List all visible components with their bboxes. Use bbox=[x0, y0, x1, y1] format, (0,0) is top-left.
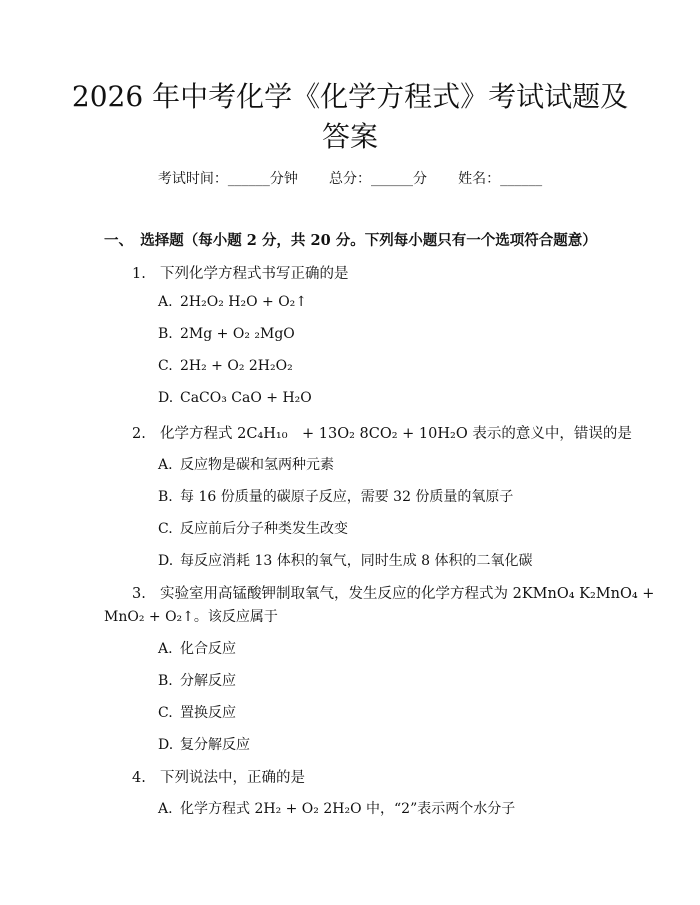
question-3-continuation: MnO₂ + O₂↑。该反应属于 bbox=[104, 609, 278, 625]
question-number: 2. bbox=[132, 426, 146, 442]
option-3b: B. 分解反应 bbox=[158, 673, 236, 689]
question-number: 1. bbox=[132, 266, 146, 282]
question-text: 实验室用高锰酸钾制取氧气，发生反应的化学方程式为 2KMnO₄ K₂MnO₄ + bbox=[160, 586, 655, 602]
question-3 bbox=[132, 582, 654, 603]
exam-time-field: 考试时间：______分钟 bbox=[157, 171, 298, 187]
option-4a: A. 化学方程式 2H₂ + O₂ 2H₂O 中，“2”表示两个水分子 bbox=[158, 801, 516, 817]
option-2b: B. 每 16 份质量的碳原子反应，需要 32 份质量的氧原子 bbox=[158, 489, 514, 505]
option-2c: C. 反应前后分子种类发生改变 bbox=[158, 521, 348, 537]
question-text: 下列说法中，正确的是 bbox=[160, 770, 305, 786]
question-4 bbox=[132, 766, 305, 787]
section-heading: 一、 选择题（每小题 2 分，共 20 分。下列每小题只有一个选项符合题意） bbox=[104, 232, 597, 249]
option-3d: D. 复分解反应 bbox=[158, 737, 250, 753]
exam-title-line-1: 2026 年中考化学《化学方程式》考试试题及 bbox=[71, 80, 629, 113]
option-3c: C. 置换反应 bbox=[158, 705, 236, 721]
option-1c: C. 2H₂ + O₂ 2H₂O₂ bbox=[158, 358, 293, 374]
exam-title-line-2: 答案 bbox=[321, 120, 378, 153]
question-2 bbox=[132, 422, 632, 443]
total-score-field: 总分：______分 bbox=[329, 171, 427, 187]
question-text: 下列化学方程式书写正确的是 bbox=[160, 266, 349, 282]
student-name-field: 姓名：______ bbox=[458, 171, 543, 187]
question-number: 4. bbox=[132, 770, 146, 786]
option-2a: A. 反应物是碳和氢两种元素 bbox=[158, 457, 334, 473]
question-number: 3. bbox=[132, 586, 146, 602]
option-1b: B. 2Mg + O₂ ₂MgO bbox=[158, 326, 295, 342]
question-1 bbox=[132, 262, 349, 283]
option-2d: D. 每反应消耗 13 体积的氧气，同时生成 8 体积的二氧化碳 bbox=[158, 553, 533, 569]
option-1d: D. CaCO₃ CaO + H₂O bbox=[158, 390, 312, 406]
question-text: 化学方程式 2C₄H₁₀ + 13O₂ 8CO₂ + 10H₂O 表示的意义中，错误的是 bbox=[160, 426, 632, 442]
option-3a: A. 化合反应 bbox=[158, 641, 236, 657]
option-1a: A. 2H₂O₂ H₂O + O₂↑ bbox=[158, 294, 308, 310]
exam-meta bbox=[0, 168, 700, 188]
